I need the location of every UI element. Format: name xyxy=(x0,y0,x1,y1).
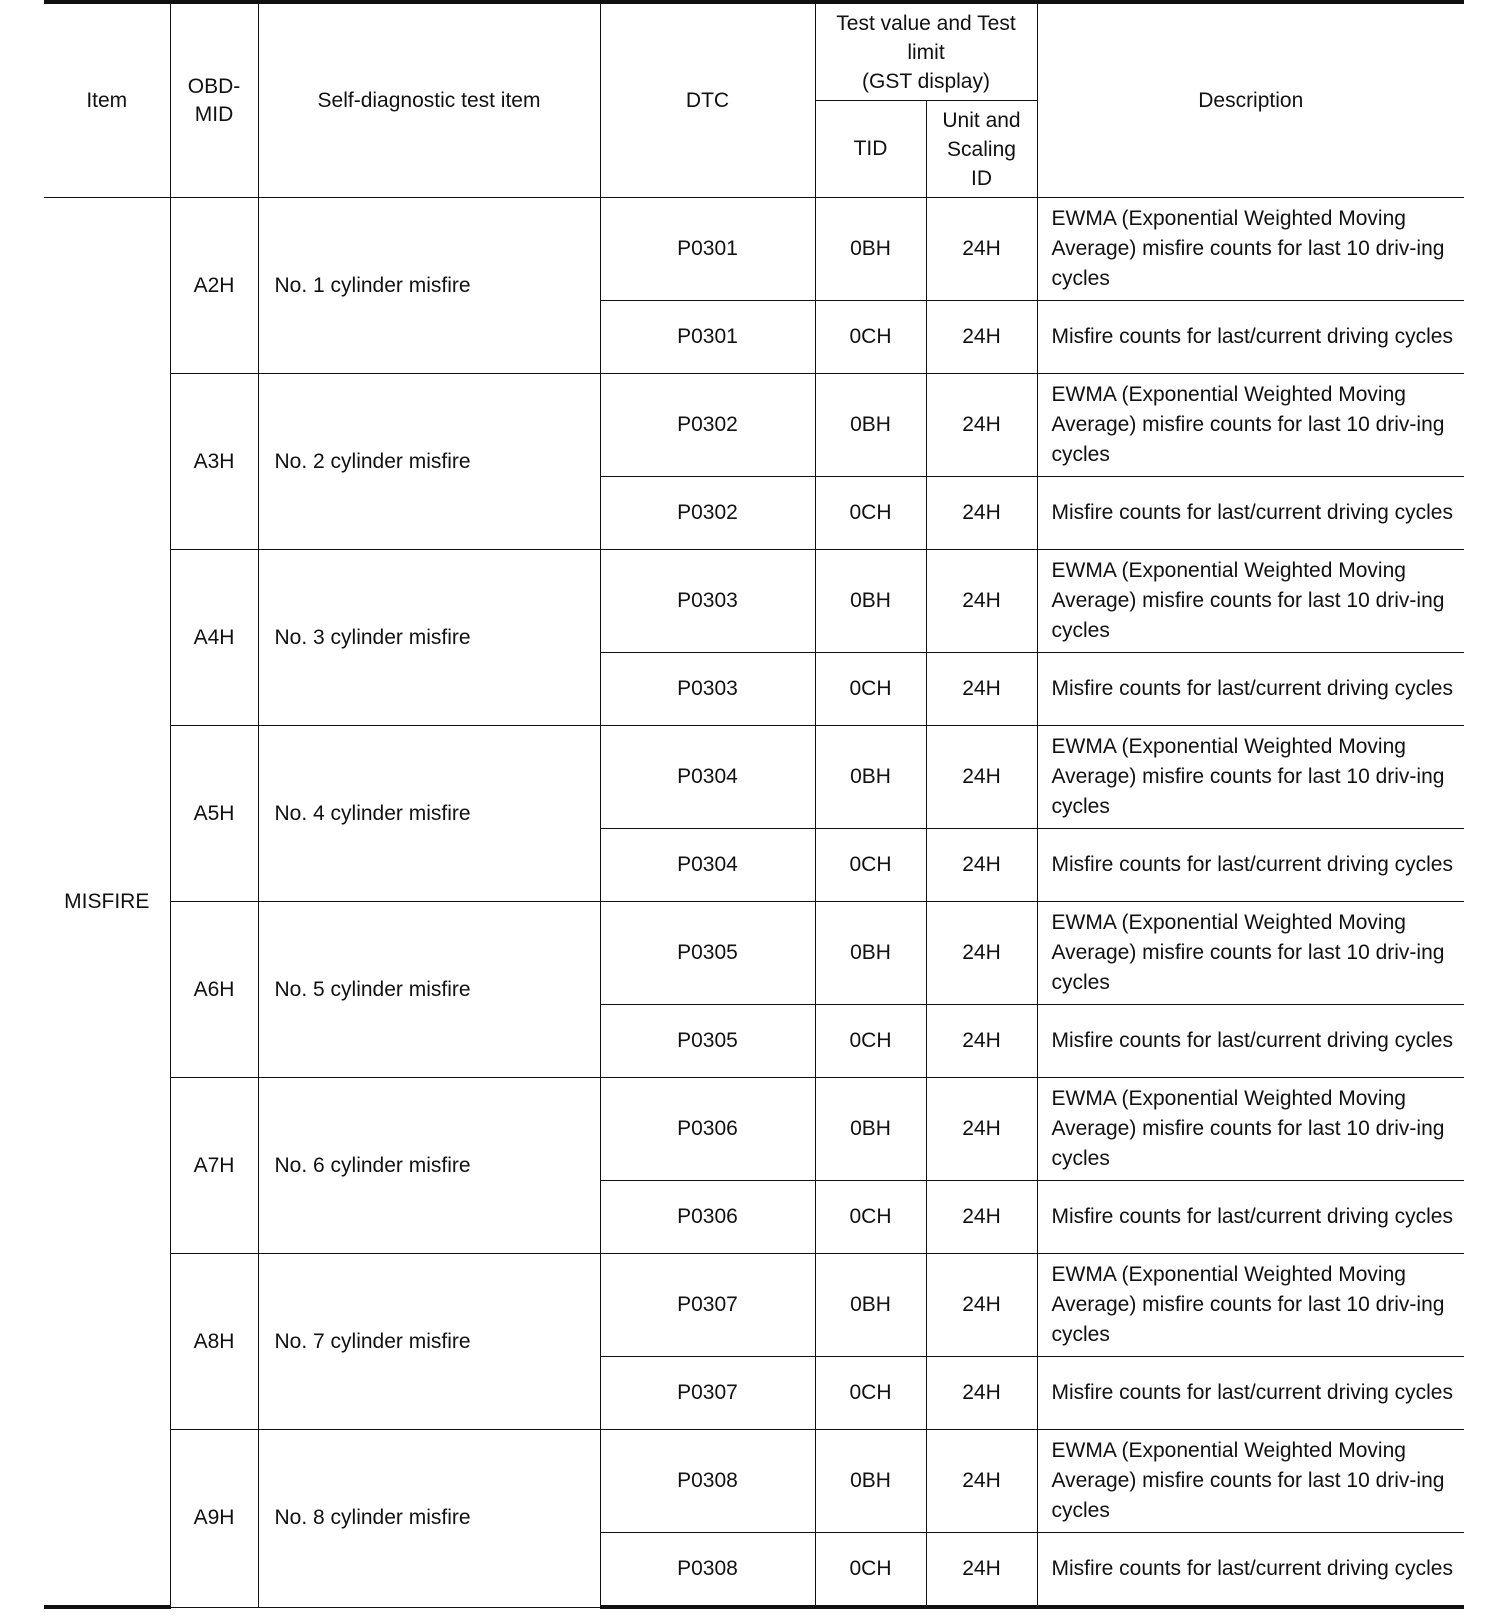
self-diagnostic-test-item-cell: No. 1 cylinder misfire xyxy=(258,198,600,374)
dtc-cell: P0302 xyxy=(600,477,815,550)
description-cell: Misfire counts for last/current driving cycles xyxy=(1037,477,1464,550)
description-cell: EWMA (Exponential Weighted Moving Average) misfire counts for last 10 driv-ing cycles xyxy=(1037,198,1464,301)
unit-scaling-id-cell: 24H xyxy=(926,301,1037,374)
dtc-cell: P0307 xyxy=(600,1254,815,1357)
description-cell: EWMA (Exponential Weighted Moving Average) misfire counts for last 10 driv-ing cycles xyxy=(1037,902,1464,1005)
dtc-cell: P0304 xyxy=(600,829,815,902)
obd-mid-cell: A6H xyxy=(170,902,258,1078)
header-dtc: DTC xyxy=(600,2,815,198)
misfire-test-table xyxy=(44,0,1464,1609)
tid-cell: 0BH xyxy=(815,374,926,477)
header-item: Item xyxy=(44,2,170,198)
self-diagnostic-test-item-cell: No. 3 cylinder misfire xyxy=(258,550,600,726)
self-diagnostic-test-item-cell: No. 5 cylinder misfire xyxy=(258,902,600,1078)
unit-scaling-id-cell: 24H xyxy=(926,550,1037,653)
dtc-cell: P0303 xyxy=(600,550,815,653)
tid-cell: 0BH xyxy=(815,902,926,1005)
table-row xyxy=(44,1430,1464,1533)
unit-scaling-id-cell: 24H xyxy=(926,829,1037,902)
description-cell: Misfire counts for last/current driving cycles xyxy=(1037,1181,1464,1254)
obd-mid-cell: A3H xyxy=(170,374,258,550)
description-cell: EWMA (Exponential Weighted Moving Average) misfire counts for last 10 driv-ing cycles xyxy=(1037,550,1464,653)
unit-scaling-id-cell: 24H xyxy=(926,653,1037,726)
unit-scaling-id-cell: 24H xyxy=(926,1005,1037,1078)
description-cell: EWMA (Exponential Weighted Moving Average) misfire counts for last 10 driv-ing cycles xyxy=(1037,374,1464,477)
unit-scaling-id-cell: 24H xyxy=(926,902,1037,1005)
tid-cell: 0CH xyxy=(815,477,926,550)
description-cell: EWMA (Exponential Weighted Moving Average) misfire counts for last 10 driv-ing cycles xyxy=(1037,1078,1464,1181)
unit-scaling-id-cell: 24H xyxy=(926,726,1037,829)
description-cell: EWMA (Exponential Weighted Moving Average) misfire counts for last 10 driv-ing cycles xyxy=(1037,1254,1464,1357)
tid-cell: 0CH xyxy=(815,1181,926,1254)
table-row xyxy=(44,198,1464,301)
unit-scaling-id-cell: 24H xyxy=(926,1181,1037,1254)
description-cell: Misfire counts for last/current driving cycles xyxy=(1037,1533,1464,1608)
header-test-value-group: Test value and Test limit (GST display) xyxy=(815,2,1037,101)
description-cell: Misfire counts for last/current driving cycles xyxy=(1037,1357,1464,1430)
table-body xyxy=(44,198,1464,1608)
description-cell: EWMA (Exponential Weighted Moving Average) misfire counts for last 10 driv-ing cycles xyxy=(1037,726,1464,829)
dtc-cell: P0307 xyxy=(600,1357,815,1430)
table-row xyxy=(44,550,1464,653)
tid-cell: 0CH xyxy=(815,301,926,374)
table-row xyxy=(44,726,1464,829)
tid-cell: 0CH xyxy=(815,829,926,902)
table-row xyxy=(44,902,1464,1005)
tid-cell: 0CH xyxy=(815,653,926,726)
description-cell: Misfire counts for last/current driving cycles xyxy=(1037,301,1464,374)
dtc-cell: P0302 xyxy=(600,374,815,477)
tid-cell: 0CH xyxy=(815,1357,926,1430)
unit-scaling-id-cell: 24H xyxy=(926,1078,1037,1181)
unit-scaling-id-cell: 24H xyxy=(926,374,1037,477)
dtc-cell: P0305 xyxy=(600,902,815,1005)
self-diagnostic-test-item-cell: No. 6 cylinder misfire xyxy=(258,1078,600,1254)
tid-cell: 0CH xyxy=(815,1533,926,1608)
obd-misfire-table-sheet xyxy=(44,0,1464,1609)
item-misfire: MISFIRE xyxy=(44,198,170,1608)
description-cell: Misfire counts for last/current driving cycles xyxy=(1037,829,1464,902)
description-cell: EWMA (Exponential Weighted Moving Average) misfire counts for last 10 driv-ing cycles xyxy=(1037,1430,1464,1533)
self-diagnostic-test-item-cell: No. 4 cylinder misfire xyxy=(258,726,600,902)
tid-cell: 0BH xyxy=(815,550,926,653)
header-unit-scaling-id: Unit and Scaling ID xyxy=(926,101,1037,198)
description-cell: Misfire counts for last/current driving cycles xyxy=(1037,1005,1464,1078)
obd-mid-cell: A9H xyxy=(170,1430,258,1608)
dtc-cell: P0301 xyxy=(600,198,815,301)
self-diagnostic-test-item-cell: No. 7 cylinder misfire xyxy=(258,1254,600,1430)
obd-mid-cell: A2H xyxy=(170,198,258,374)
tid-cell: 0BH xyxy=(815,1254,926,1357)
header-self-diagnostic-test-item: Self-diagnostic test item xyxy=(258,2,600,198)
tid-cell: 0BH xyxy=(815,1430,926,1533)
table-row xyxy=(44,1078,1464,1181)
unit-scaling-id-cell: 24H xyxy=(926,1254,1037,1357)
unit-scaling-id-cell: 24H xyxy=(926,477,1037,550)
header-obd-mid: OBD- MID xyxy=(170,2,258,198)
unit-scaling-id-cell: 24H xyxy=(926,198,1037,301)
dtc-cell: P0306 xyxy=(600,1078,815,1181)
header-description: Description xyxy=(1037,2,1464,198)
unit-scaling-id-cell: 24H xyxy=(926,1430,1037,1533)
obd-mid-cell: A5H xyxy=(170,726,258,902)
dtc-cell: P0304 xyxy=(600,726,815,829)
obd-mid-cell: A7H xyxy=(170,1078,258,1254)
header-tid: TID xyxy=(815,101,926,198)
tid-cell: 0BH xyxy=(815,198,926,301)
table-row xyxy=(44,1254,1464,1357)
self-diagnostic-test-item-cell: No. 2 cylinder misfire xyxy=(258,374,600,550)
dtc-cell: P0305 xyxy=(600,1005,815,1078)
dtc-cell: P0301 xyxy=(600,301,815,374)
self-diagnostic-test-item-cell: No. 8 cylinder misfire xyxy=(258,1430,600,1608)
obd-mid-cell: A8H xyxy=(170,1254,258,1430)
obd-mid-cell: A4H xyxy=(170,550,258,726)
unit-scaling-id-cell: 24H xyxy=(926,1533,1037,1608)
tid-cell: 0BH xyxy=(815,1078,926,1181)
table-row xyxy=(44,374,1464,477)
dtc-cell: P0303 xyxy=(600,653,815,726)
tid-cell: 0CH xyxy=(815,1005,926,1078)
dtc-cell: P0308 xyxy=(600,1430,815,1533)
dtc-cell: P0306 xyxy=(600,1181,815,1254)
description-cell: Misfire counts for last/current driving cycles xyxy=(1037,653,1464,726)
tid-cell: 0BH xyxy=(815,726,926,829)
dtc-cell: P0308 xyxy=(600,1533,815,1608)
unit-scaling-id-cell: 24H xyxy=(926,1357,1037,1430)
